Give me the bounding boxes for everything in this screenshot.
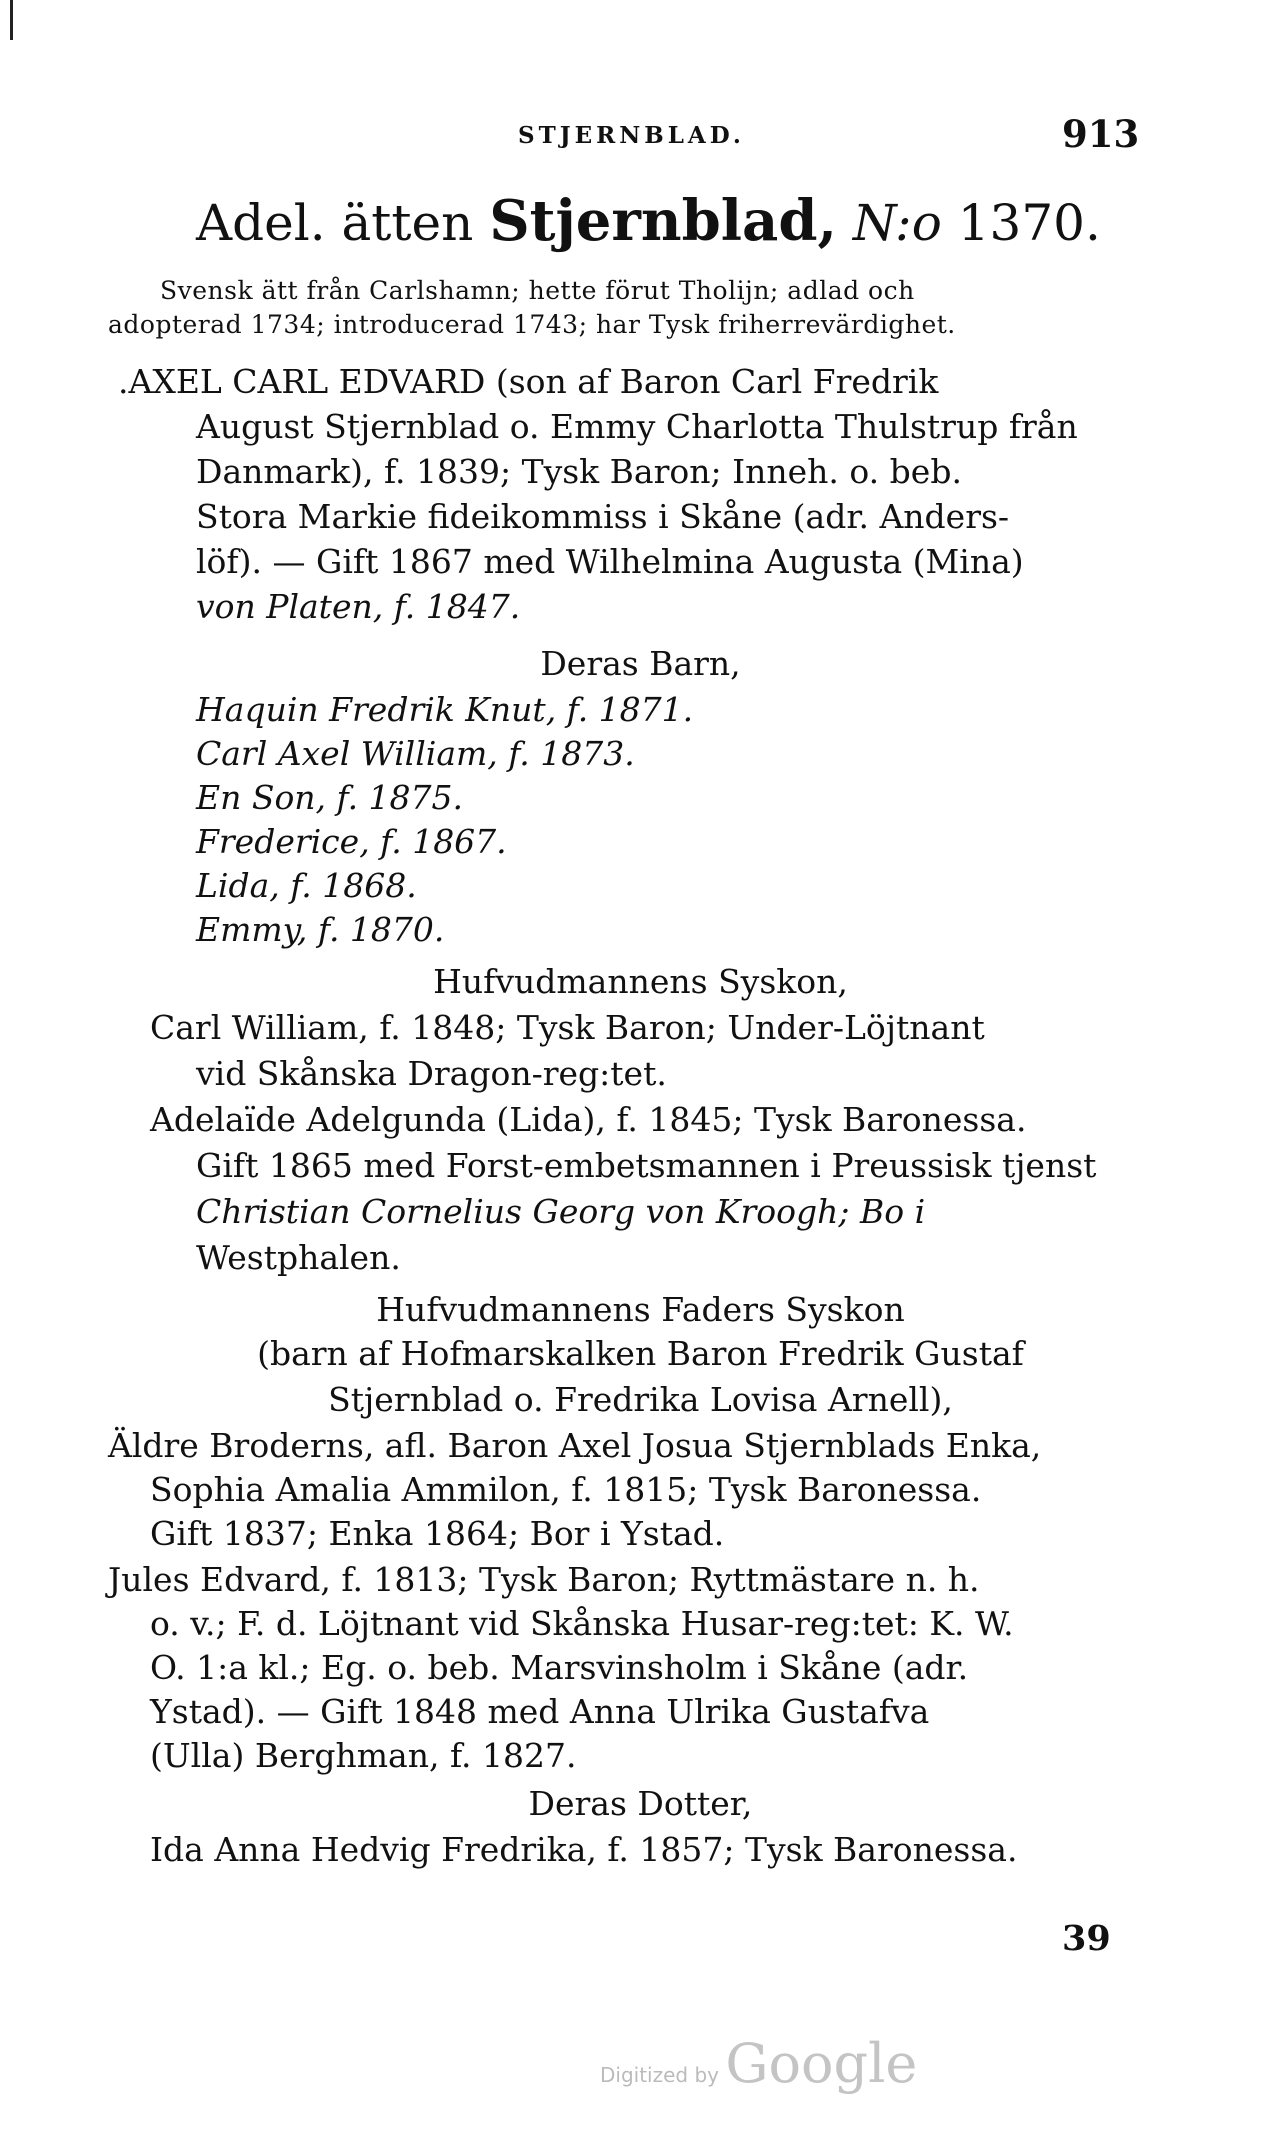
siblings-heading: Hufvudmannens Syskon, <box>433 962 848 1001</box>
head-line: von Platen, f. 1847. <box>196 587 521 626</box>
intro-line: Svensk ätt från Carlshamn; hette förut Tholijn; adlad och <box>160 276 915 305</box>
digitized-by-label: Digitized by <box>600 2063 719 2087</box>
children-heading: Deras Barn, <box>540 644 741 683</box>
head-line: August Stjernblad o. Emmy Charlotta Thulstrup från <box>196 407 1078 446</box>
running-head: STJERNBLAD. <box>518 122 745 149</box>
father-sibling-line: Sophia Amalia Ammilon, f. 1815; Tysk Baronessa. <box>150 1470 982 1509</box>
head-line: Danmark), f. 1839; Tysk Baron; Inneh. o. beb. <box>196 452 962 491</box>
title-prefix: Adel. ätten <box>196 194 474 252</box>
title-number-value: 1370. <box>957 194 1101 252</box>
father-siblings-heading: Stjernblad o. Fredrika Lovisa Arnell), <box>328 1380 953 1419</box>
page-title <box>196 188 1101 254</box>
father-sibling-line: Ystad). — Gift 1848 med Anna Ulrika Gustafva <box>150 1692 930 1731</box>
father-sibling-line: (Ulla) Berghman, f. 1827. <box>150 1736 577 1775</box>
scan-margin-mark <box>10 0 13 40</box>
title-number-label: N:o <box>852 194 942 252</box>
sibling-line: Gift 1865 med Forst-embetsmannen i Preussisk tjenst <box>196 1146 1097 1185</box>
father-sibling-line: Gift 1837; Enka 1864; Bor i Ystad. <box>150 1514 725 1553</box>
child-entry: Carl Axel William, f. 1873. <box>196 734 635 773</box>
child-entry: En Son, f. 1875. <box>196 778 464 817</box>
sibling-line: Christian Cornelius Georg von Kroogh; Bo i <box>196 1192 926 1231</box>
child-entry: Frederice, f. 1867. <box>196 822 507 861</box>
father-sibling-line: Jules Edvard, f. 1813; Tysk Baron; Ryttmästare n. h. <box>108 1560 980 1599</box>
sibling-line: Westphalen. <box>196 1238 401 1277</box>
intro-line: adopterad 1734; introducerad 1743; har Tysk friherrevärdighet. <box>108 310 956 339</box>
daughter-entry: Ida Anna Hedvig Fredrika, f. 1857; Tysk Baronessa. <box>150 1830 1018 1869</box>
father-siblings-heading: (barn af Hofmarskalken Baron Fredrik Gustaf <box>257 1334 1024 1373</box>
child-entry: Haquin Fredrik Knut, f. 1871. <box>196 690 694 729</box>
child-entry: Emmy, f. 1870. <box>196 910 445 949</box>
father-siblings-heading: Hufvudmannens Faders Syskon <box>376 1290 905 1329</box>
head-line: Stora Markie fideikommiss i Skåne (adr. Anders- <box>196 497 1010 536</box>
father-sibling-line: o. v.; F. d. Löjtnant vid Skånska Husar-reg:tet: K. W. <box>150 1604 1014 1643</box>
signature-mark: 39 <box>1062 1918 1111 1959</box>
title-family-name: Stjernblad, <box>489 188 837 254</box>
father-sibling-line: O. 1:a kl.; Eg. o. beb. Marsvinsholm i Skåne (adr. <box>150 1648 969 1687</box>
head-line: löf). — Gift 1867 med Wilhelmina Augusta (Mina) <box>196 542 1024 581</box>
sibling-line: Adelaïde Adelgunda (Lida), f. 1845; Tysk Baronessa. <box>150 1100 1027 1139</box>
sibling-line: vid Skånska Dragon-reg:tet. <box>196 1054 667 1093</box>
head-line: .AXEL CARL EDVARD (son af Baron Carl Fredrik <box>118 362 939 401</box>
daughter-heading: Deras Dotter, <box>528 1784 753 1823</box>
google-logo: Google <box>725 2032 918 2095</box>
sibling-line: Carl William, f. 1848; Tysk Baron; Under-Löjtnant <box>150 1008 985 1047</box>
father-sibling-line: Äldre Broderns, afl. Baron Axel Josua Stjernblads Enka, <box>108 1426 1042 1465</box>
child-entry: Lida, f. 1868. <box>196 866 417 905</box>
digitized-watermark <box>600 2032 917 2095</box>
page-number: 913 <box>1062 112 1140 156</box>
